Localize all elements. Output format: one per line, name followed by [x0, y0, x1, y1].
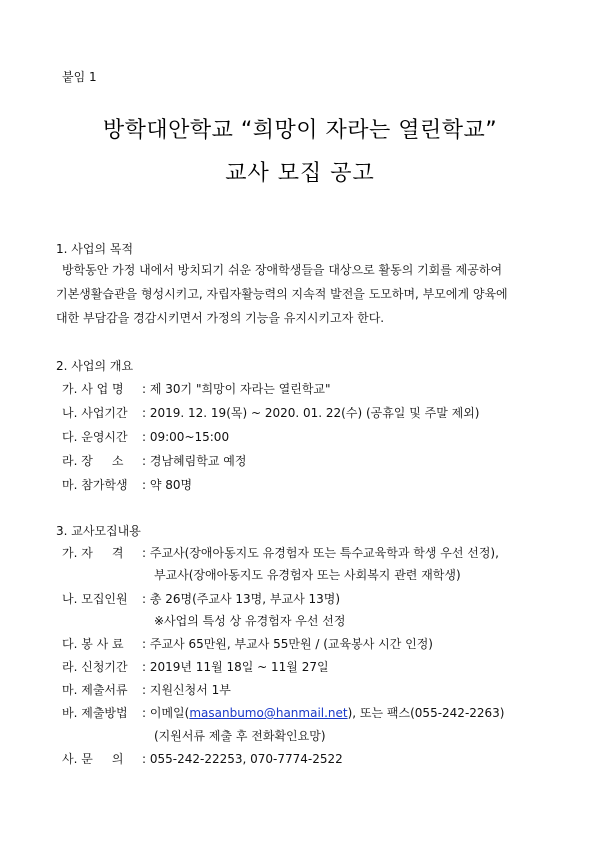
- item-label: 마. 참가학생: [62, 478, 128, 492]
- recruit-method-note: (지원서류 제출 후 전화확인요망): [154, 729, 326, 743]
- item-value: : 경남혜림학교 예정: [142, 454, 247, 468]
- item-value: : 055-242-22253, 070-7774-2522: [142, 752, 343, 766]
- item-value: : 총 26명(주교사 13명, 부교사 13명): [142, 592, 341, 606]
- item-label: 나. 사업기간: [62, 406, 128, 420]
- item-value: : 약 80명: [142, 478, 193, 492]
- item-label: 나. 모집인원: [62, 592, 128, 606]
- item-value: : 09:00~15:00: [142, 430, 230, 444]
- section1-line: 방학동안 가정 내에서 방치되기 쉬운 장애학생들을 대상으로 활동의 기회를 제공하여: [62, 263, 503, 277]
- item-label: 가. 자 격: [62, 546, 124, 560]
- recruit-pay: [62, 635, 433, 652]
- recruit-period: [62, 658, 329, 675]
- item-label: 다. 운영시간: [62, 430, 128, 444]
- overview-item-name: [62, 380, 331, 397]
- recruit-count-note: ※사업의 특성 상 유경험자 우선 선정: [154, 614, 346, 628]
- section3-heading: 3. 교사모집내용: [56, 524, 141, 538]
- item-label: 마. 제출서류: [62, 683, 128, 697]
- recruit-qualification: [62, 544, 499, 561]
- section1-paragraph: [56, 258, 556, 330]
- attachment-label: 붙임 1: [62, 70, 97, 84]
- overview-item-hours: [62, 428, 229, 445]
- item-value: : 주교사 65만원, 부교사 55만원 / (교육봉사 시간 인정): [142, 637, 433, 651]
- item-value: : 지원신청서 1부: [142, 683, 231, 697]
- recruit-method: [62, 704, 505, 721]
- overview-item-period: [62, 404, 479, 421]
- item-label: 라. 장 소: [62, 454, 124, 468]
- overview-item-students: [62, 476, 192, 493]
- item-label: 가. 사 업 명: [62, 382, 124, 396]
- section1-heading: 1. 사업의 목적: [56, 242, 134, 256]
- item-value: : 제 30기 "희망이 자라는 열린학교": [142, 382, 331, 396]
- section2-heading: 2. 사업의 개요: [56, 359, 134, 373]
- method-suffix: ), 또는 팩스(055-242-2263): [347, 706, 505, 720]
- document-subtitle: 교사 모집 공고: [225, 161, 375, 186]
- item-label: 다. 봉 사 료: [62, 637, 124, 651]
- item-label: 라. 신청기간: [62, 660, 128, 674]
- overview-item-place: [62, 452, 246, 469]
- item-value: : 주교사(장애아동지도 유경험자 또는 특수교육학과 학생 우선 선정),: [142, 546, 499, 560]
- document-title: 방학대안학교 “희망이 자라는 열린학교”: [102, 118, 498, 143]
- email-link[interactable]: masanbumo@hanmail.net: [189, 706, 348, 720]
- recruit-qualification-line2: 부교사(장애아동지도 유경험자 또는 사회복지 관련 재학생): [154, 568, 461, 582]
- item-value: : 2019. 12. 19(목) ~ 2020. 01. 22(수) (공휴일 및 주말 제외): [142, 406, 480, 420]
- item-label: 바. 제출방법: [62, 706, 128, 720]
- item-value: : 2019년 11월 18일 ~ 11월 27일: [142, 660, 329, 674]
- item-label: 사. 문 의: [62, 752, 124, 766]
- recruit-contact: [62, 750, 343, 767]
- recruit-count: [62, 590, 340, 607]
- method-prefix: : 이메일(: [142, 706, 190, 720]
- recruit-documents: [62, 681, 231, 698]
- section1-line: 대한 부담감을 경감시키면서 가정의 기능을 유지시키고자 한다.: [56, 311, 385, 325]
- section1-line: 기본생활습관을 형성시키고, 자립자활능력의 지속적 발전을 도모하며, 부모에게 양육에: [56, 287, 508, 301]
